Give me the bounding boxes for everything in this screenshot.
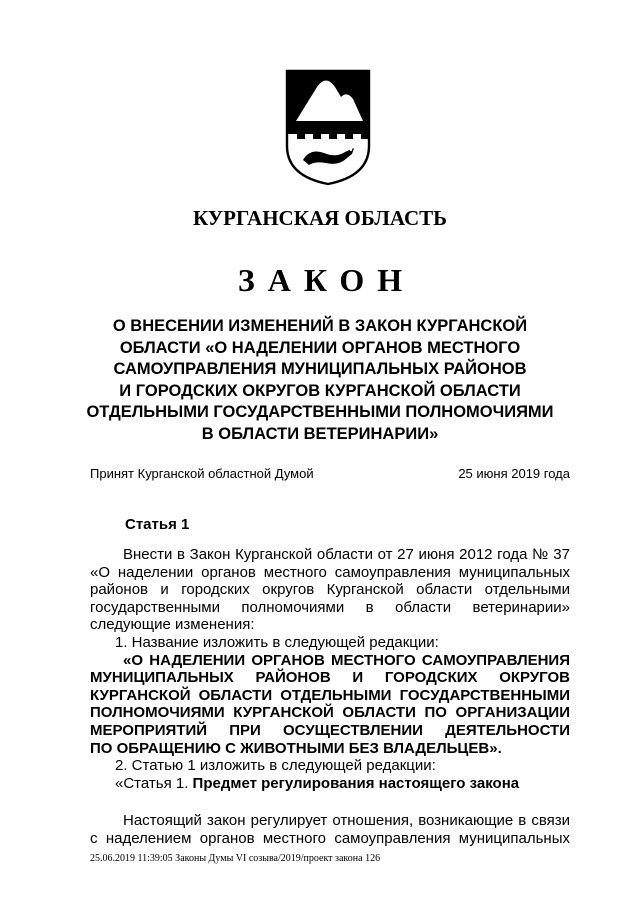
subtitle-line: О ВНЕСЕНИИ ИЗМЕНЕНИЙ В ЗАКОН КУРГАНСКОЙ [112,317,528,335]
subtitle-line: ОБЛАСТИ «О НАДЕЛЕНИИ ОРГАНОВ МЕСТНОГО [119,338,521,357]
article-heading: Статья 1 [125,516,190,533]
body-line: государственными полномочиями в области ветеринарии» [90,598,570,616]
adopted-by-text: Принят Курганской областной Думой [90,466,314,481]
new-title-line: ПО ОБРАЩЕНИЮ С ЖИВОТНЫМИ БЕЗ ВЛАДЕЛЬЦЕВ». [90,739,502,757]
quoted-article-heading [90,775,570,793]
article-body [90,546,570,848]
body-line: с наделением органов местного самоуправления муниципальных [90,829,570,847]
subtitle-line: В ОБЛАСТИ ВЕТЕРИНАРИИ» [201,424,439,443]
region-title: КУРГАНСКАЯ ОБЛАСТЬ [192,206,448,230]
new-title-line: ПОЛНОМОЧИЯМИ КУРГАНСКОЙ ОБЛАСТИ ПО ОРГАНИЗАЦИИ [90,704,570,722]
new-title-line: МУНИЦИПАЛЬНЫХ РАЙОНОВ И ГОРОДСКИХ ОКРУГОВ [90,669,570,687]
subtitle-line: ОТДЕЛЬНЫМИ ГОСУДАРСТВЕННЫМИ ПОЛНОМОЧИЯМИ [86,403,554,421]
quoted-article-prefix: «Статья 1. [115,774,193,792]
new-title-line: КУРГАНСКОЙ ОБЛАСТИ ОТДЕЛЬНЫМИ ГОСУДАРСТВЕННЫМИ [90,686,570,704]
adoption-date: 25 июня 2019 года [458,466,570,481]
quoted-article-title: Предмет регулирования настоящего закона [192,774,520,792]
body-line: Внести в Закон Курганской области от 27 июня 2012 года № 37 [123,546,570,563]
document-footer: 25.06.2019 11:39:05 Законы Думы VI созыва/2019/проект закона 126 [90,853,381,864]
list-item-2: 2. Статью 1 изложить в следующей редакции: [115,757,436,775]
document-type-title: ЗАКОН [237,262,416,298]
body-line: Настоящий закон регулирует отношения, возникающие в связи [123,812,570,830]
body-line: районов и городских округов Курганской области отдельными [90,581,570,599]
subtitle-line: И ГОРОДСКИХ ОКРУГОВ КУРГАНСКОЙ ОБЛАСТИ [119,381,521,400]
list-item-1: 1. Название изложить в следующей редакции: [115,633,439,651]
body-line: следующие изменения: [90,616,255,634]
kurgan-coat-of-arms-icon [279,68,377,186]
new-title-line: МЕРОПРИЯТИЙ ПРИ ОСУЩЕСТВЛЕНИИ ДЕЯТЕЛЬНОСТИ [90,721,570,739]
new-title-line: «О НАДЕЛЕНИИ ОРГАНОВ МЕСТНОГО САМОУПРАВЛЕНИЯ [123,651,570,669]
law-subtitle [60,316,580,445]
subtitle-line: САМОУПРАВЛЕНИЯ МУНИЦИПАЛЬНЫХ РАЙОНОВ [113,360,527,378]
new-title-block [90,652,570,758]
body-line: «О наделении органов местного самоуправления муниципальных [90,563,570,581]
